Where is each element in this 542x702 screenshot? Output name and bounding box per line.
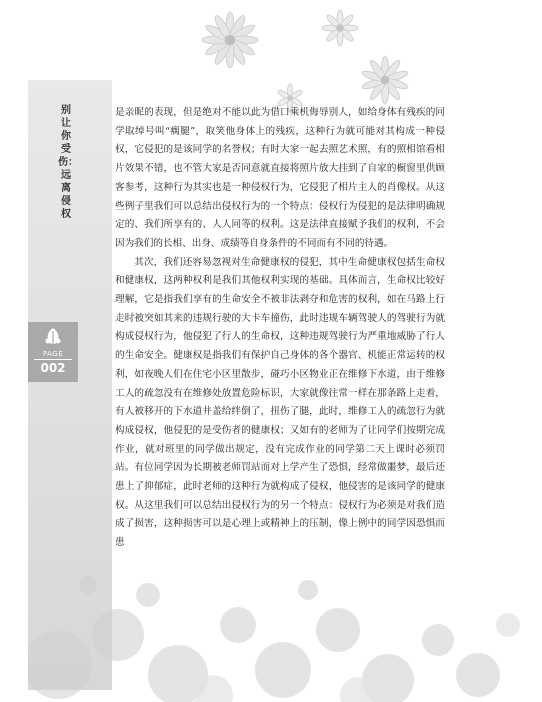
chapter-title-vertical: 别让你受伤：远离侵权: [58, 105, 78, 220]
bubble-decoration: [28, 555, 542, 702]
paragraph: 是亲昵的表现，但是绝对不能以此为借口乘机侮辱别人，如给身体有残疾的同学取绰号叫“瘸腿”，取笑他身体上的残疾，这种行为就可能对其构成一种侵权，它侵犯的是该同学的名誉权；有时大家一起去照艺术照，有的照相馆看相片效果不错，也不管大家是否同意就直接将照片放大挂到了自家的橱窗里供顾客参考，这种行为其实也是一种侵权行为，它侵犯了相片主人的肖像权。从这些例子里我们可以总结出侵权行为的一个特点：侵权行为侵犯的是法律明确规定的、我们所享有的、人人同等的权利。这是法律直接赋予我们的权利，不会因为我们的长相、出身、成绩等自身条件的不同而有不同的待遇。: [115, 107, 445, 249]
badge-divider: [34, 359, 72, 360]
page-number: 002: [40, 361, 66, 375]
body-text: [115, 104, 445, 553]
page-label: PAGE: [42, 350, 64, 358]
leaf-icon: [42, 326, 64, 348]
paragraph: 其次，我们还容易忽视对生命健康权的侵犯，其中生命健康权包括生命权和健康权，这两种权利是我们其他权利实现的基础。具体而言，生命权比较好理解，它是指我们享有的生命安全不被非法剥夺和危害的权利，如在马路上行走时被突如其来的违规行驶的大卡车撞伤，此时违规车辆驾驶人的驾驶行为就构成侵权行为，他侵犯了行人的生命权，这种违规驾驶行为严重地威胁了行人的生命安全。健康权是指我们有保护自己身体的各个器官、机能正常运转的权利，如夜晚人们在住宅小区里散步，碰巧小区物业正在维修下水道，由于维修工人的疏忽没有在维修处放置危险标识，大家就像往常一样在那条路上走着，有人被移开的下水道井盖给绊倒了，扭伤了腿，此时，维修工人的疏忽行为就构成侵权，他侵犯的是受伤者的健康权；又如有的老师为了让同学们按期完成作业，就对班里的同学做出规定，没有完成作业的同学第二天上课时必须罚站。有位同学因为长期被老师罚站而对上学产生了恐惧，经常做噩梦，最后还患上了抑郁症，此时老师的这种行为就构成了侵权，他侵害的是该同学的健康权。从这里我们可以总结出侵权行为的另一个特点：侵权行为必须是对我们造成了损害，这种损害可以是心理上或精神上的压制，像上例中的同学因恐惧而患: [115, 256, 445, 549]
flower-decoration: [150, 0, 450, 120]
page-number-badge: [28, 322, 78, 382]
